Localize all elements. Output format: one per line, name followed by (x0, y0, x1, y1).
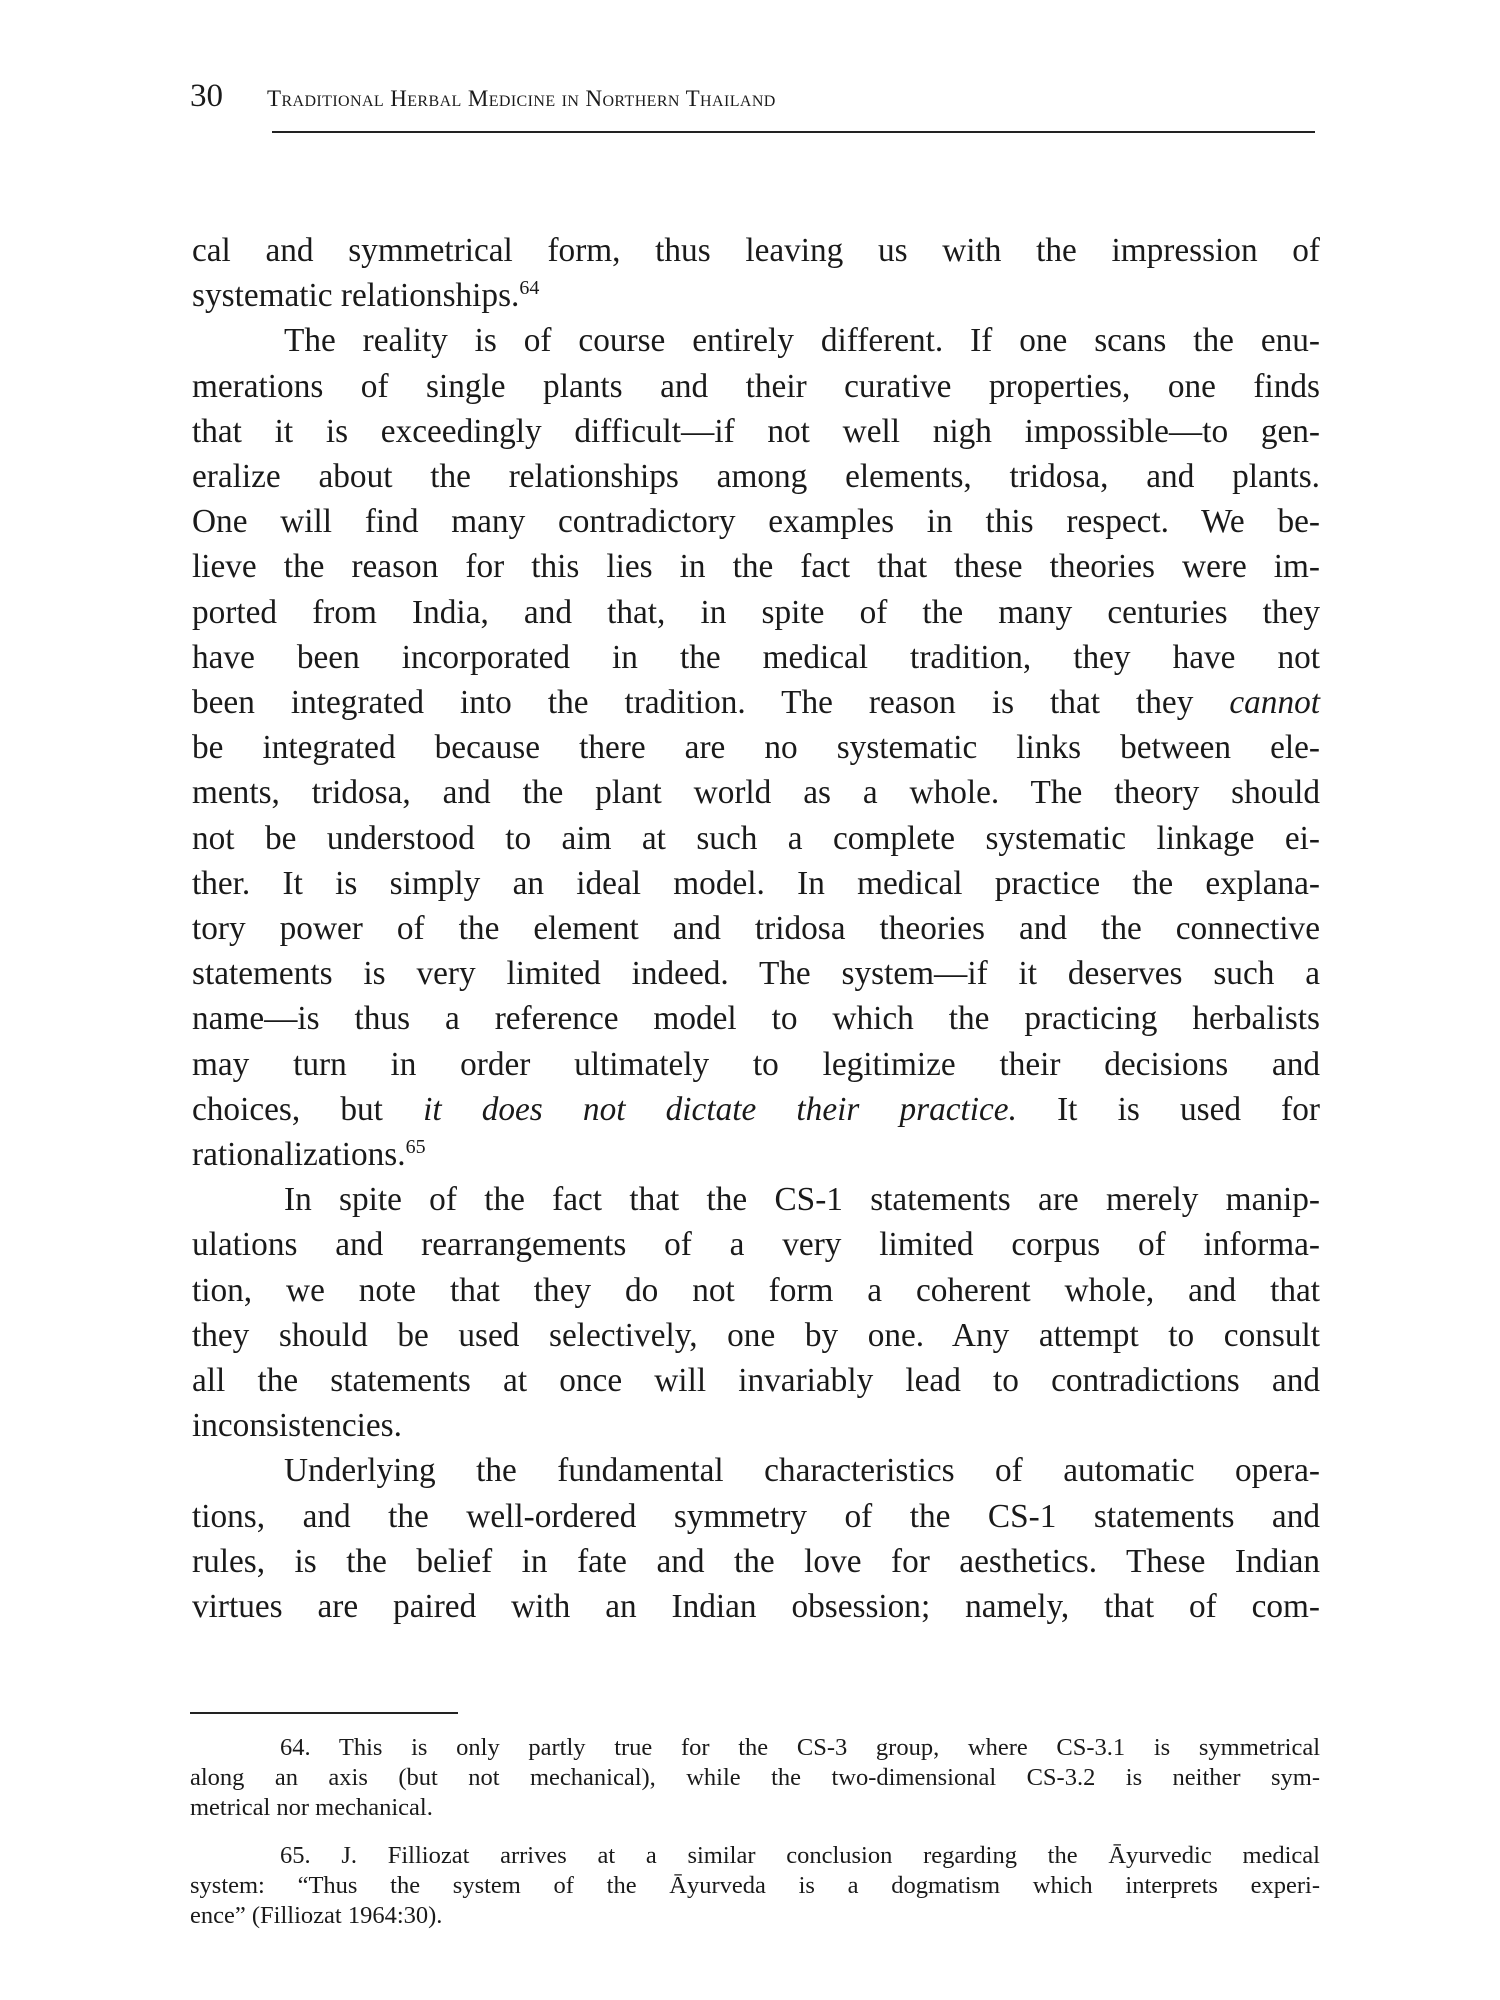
text-line: be integrated because there are no systematic links between ele- (192, 729, 1320, 767)
text-line: they should be used selectively, one by one. Any attempt to consult (192, 1316, 1320, 1354)
text-line: ulations and rearrangements of a very limited corpus of informa- (192, 1226, 1320, 1264)
text-run: been integrated into the tradition. The reason is that they (192, 684, 1194, 722)
paragraph (192, 1177, 1320, 1448)
text-line: cal and symmetrical form, thus leaving us with the impression of (192, 232, 1320, 269)
footnote-ref-64[interactable]: 64 (519, 277, 540, 300)
text-line: metrical nor mechanical. (190, 1794, 433, 1821)
text-line: have been incorporated in the medical tradition, they have not (192, 638, 1320, 676)
footnote-64 (190, 1733, 1320, 1823)
text-line: ther. It is simply an ideal model. In medical practice the explana- (192, 864, 1320, 902)
text-run: rationalizations. (192, 1136, 406, 1174)
text-line: inconsistencies. (192, 1407, 402, 1445)
paragraph (192, 318, 1320, 1177)
text-line: along an axis (but not mechanical), while the two-dimensional CS-3.2 is neither sym- (190, 1764, 1320, 1791)
text-line: that it is exceedingly difficult—if not well nigh impossible—to gen- (192, 412, 1320, 450)
text-line: lieve the reason for this lies in the fact that these theories were im- (192, 548, 1320, 586)
running-header (190, 78, 1315, 128)
text-run: systematic relationships. (192, 277, 520, 315)
text-line: tion, we note that they do not form a coherent whole, and that (192, 1271, 1320, 1309)
text-line: may turn in order ultimately to legitimize their decisions and (192, 1045, 1320, 1083)
text-line: ported from India, and that, in spite of the many centuries they (192, 593, 1320, 631)
text-line: statements is very limited indeed. The system—if it deserves such a (192, 955, 1320, 993)
text-line: all the statements at once will invariably lead to contradictions and (192, 1362, 1320, 1400)
text-line: One will find many contradictory examples in this respect. We be- (192, 503, 1320, 541)
text-line: rules, is the belief in fate and the love for aesthetics. These Indian (192, 1542, 1320, 1580)
text-line: virtues are paired with an Indian obsession; namely, that of com- (192, 1588, 1320, 1626)
text-line: merations of single plants and their curative properties, one finds (192, 367, 1320, 405)
text-line: 64. This is only partly true for the CS-3 group, where CS-3.1 is symmetrical (280, 1734, 1320, 1761)
text-line (192, 1132, 1320, 1177)
text-line: ence” (Filliozat 1964:30). (190, 1902, 443, 1929)
text-line (192, 273, 1320, 318)
text-line: system: “Thus the system of the Āyurveda is a dogmatism which interprets experi- (190, 1872, 1320, 1899)
text-line: tory power of the element and tridosa theories and the connective (192, 910, 1320, 948)
footnotes (190, 1733, 1320, 1949)
text-line: The reality is of course entirely different. If one scans the enu- (284, 322, 1320, 360)
text-line: Underlying the fundamental characteristics of automatic opera- (284, 1452, 1320, 1490)
text-run: choices, but (192, 1090, 383, 1128)
footnote-rule (190, 1712, 458, 1714)
paragraph (192, 1448, 1320, 1629)
body-text (192, 228, 1320, 1629)
running-title: Traditional Herbal Medicine in Northern Thailand (267, 86, 776, 111)
emphasis-text: it does not dictate their practice. (423, 1090, 1017, 1128)
text-line: name—is thus a reference model to which the practicing herbalists (192, 1000, 1320, 1038)
emphasis-text: cannot (1229, 684, 1320, 722)
text-line: eralize about the relationships among elements, tridosa, and plants. (192, 458, 1320, 496)
footnote-ref-65[interactable]: 65 (405, 1135, 426, 1158)
paragraph (192, 228, 1320, 318)
page-number: 30 (190, 78, 223, 114)
text-line: In spite of the fact that the CS-1 statements are merely manip- (284, 1181, 1320, 1219)
header-rule (272, 131, 1315, 133)
text-line: not be understood to aim at such a complete systematic linkage ei- (192, 819, 1320, 857)
footnote-65 (190, 1841, 1320, 1931)
text-line (192, 680, 1320, 725)
text-line: ments, tridosa, and the plant world as a whole. The theory should (192, 774, 1320, 812)
text-line: tions, and the well-ordered symmetry of the CS-1 statements and (192, 1497, 1320, 1535)
text-line: 65. J. Filliozat arrives at a similar conclusion regarding the Āyurvedic medical (280, 1842, 1320, 1869)
text-run: It is used for (1057, 1090, 1320, 1128)
text-line (192, 1087, 1320, 1132)
